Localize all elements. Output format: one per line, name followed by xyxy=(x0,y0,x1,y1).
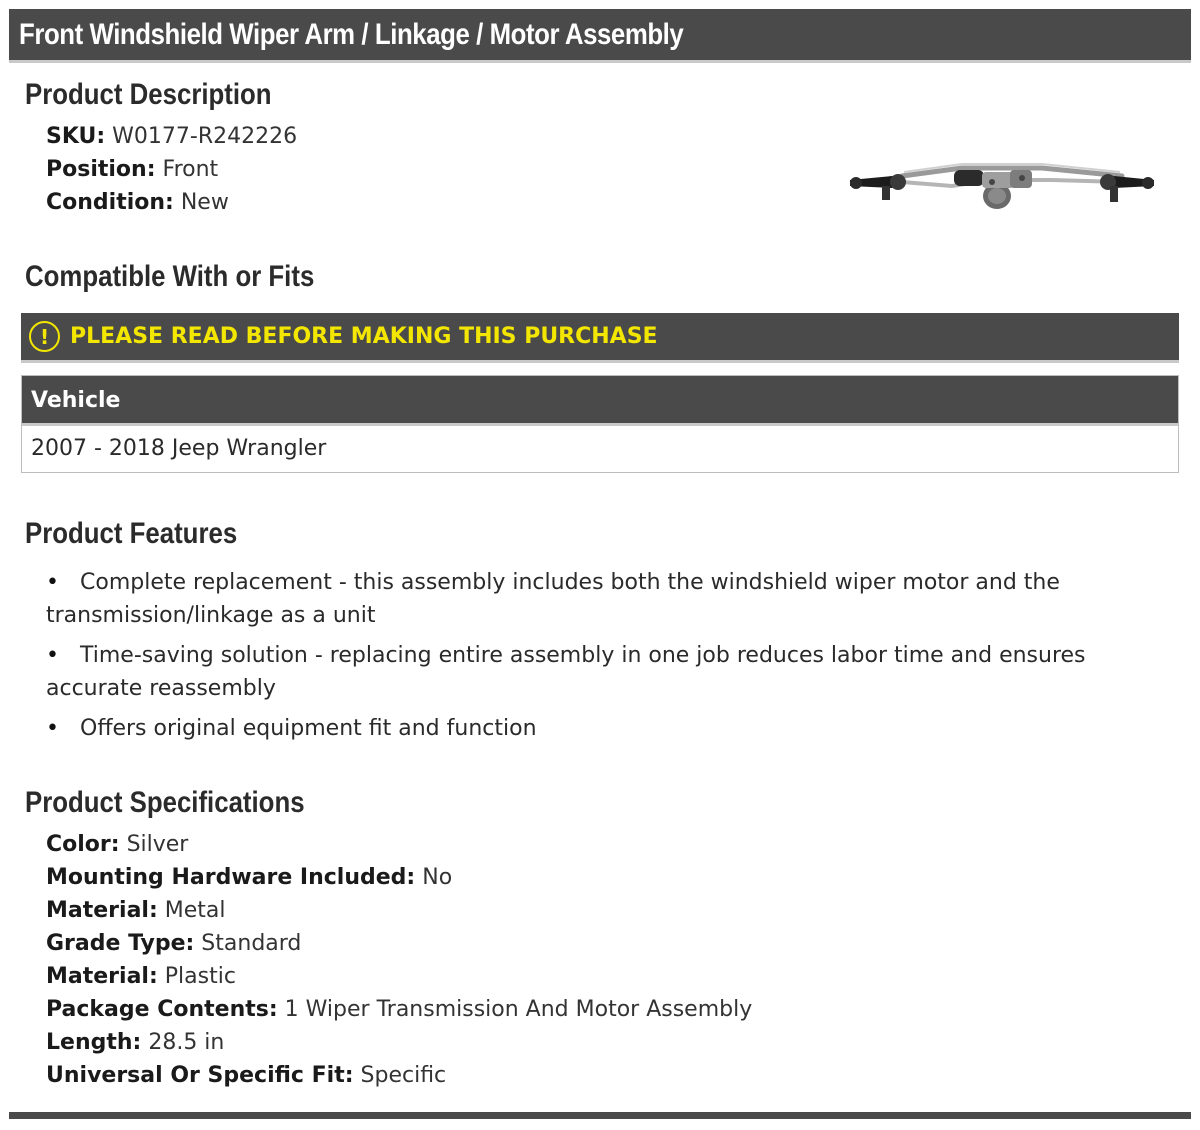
spec-value: Metal xyxy=(164,898,226,923)
spec-label: Grade Type: xyxy=(46,931,195,956)
bullet: • xyxy=(46,643,59,668)
purchase-warning-bar[interactable] xyxy=(21,313,1179,363)
wiper-assembly-image xyxy=(842,150,1162,212)
spec-value: Standard xyxy=(201,931,302,956)
spec-value: No xyxy=(422,865,453,890)
spec-package-contents xyxy=(46,993,752,1026)
spec-length xyxy=(46,1026,224,1059)
spec-value: Silver xyxy=(126,832,189,857)
product-description-heading: Product Description xyxy=(25,78,272,111)
warning-icon: ! xyxy=(29,321,60,352)
spec-label: Color: xyxy=(46,832,120,857)
position-label: Position: xyxy=(46,157,156,182)
bullet: • xyxy=(46,570,59,595)
sku-line xyxy=(46,120,297,153)
spec-label: Universal Or Specific Fit: xyxy=(46,1063,354,1088)
spec-grade-type xyxy=(46,927,301,960)
feature-text: Time-saving solution - replacing entire assembly in one job reduces labor time and ensures accurate reassembly xyxy=(46,643,1086,701)
bullet: • xyxy=(46,716,59,741)
feature-item xyxy=(46,639,1166,705)
purchase-warning-text: PLEASE READ BEFORE MAKING THIS PURCHASE xyxy=(70,324,658,349)
feature-item xyxy=(46,566,1166,632)
page-title: Front Windshield Wiper Arm / Linkage / Motor Assembly xyxy=(19,17,684,51)
sku-value: W0177-R242226 xyxy=(112,124,298,149)
spec-label: Material: xyxy=(46,898,158,923)
sku-label: SKU: xyxy=(46,124,106,149)
position-line xyxy=(46,153,218,186)
spec-label: Mounting Hardware Included: xyxy=(46,865,416,890)
feature-item xyxy=(46,712,1166,745)
condition-value: New xyxy=(180,190,229,215)
spec-value: Plastic xyxy=(164,964,236,989)
features-list xyxy=(46,566,1166,752)
position-value: Front xyxy=(162,157,219,182)
spec-label: Length: xyxy=(46,1030,142,1055)
title-bar xyxy=(9,9,1191,63)
vehicle-table xyxy=(21,375,1179,473)
vehicle-column-header: Vehicle xyxy=(22,376,1178,426)
vehicle-row: 2007 - 2018 Jeep Wrangler xyxy=(22,426,1178,472)
spec-value: Specific xyxy=(360,1063,447,1088)
feature-text: Offers original equipment fit and function xyxy=(80,716,537,741)
product-specifications-heading: Product Specifications xyxy=(25,786,305,819)
bottom-divider xyxy=(9,1112,1191,1119)
wiper-linkage-drawing xyxy=(850,164,1154,209)
product-features-heading: Product Features xyxy=(25,517,238,550)
spec-fit xyxy=(46,1059,446,1092)
spec-value: 28.5 in xyxy=(148,1030,225,1055)
spec-label: Material: xyxy=(46,964,158,989)
feature-text: Complete replacement - this assembly includes both the windshield wiper motor and the transmission/linkage as a unit xyxy=(46,570,1060,628)
spec-value: 1 Wiper Transmission And Motor Assembly xyxy=(284,997,753,1022)
compatibility-heading: Compatible With or Fits xyxy=(25,260,315,293)
spec-color xyxy=(46,828,188,861)
spec-mounting-hardware xyxy=(46,861,452,894)
condition-label: Condition: xyxy=(46,190,174,215)
spec-material-plastic xyxy=(46,960,236,993)
spec-material-metal xyxy=(46,894,226,927)
condition-line xyxy=(46,186,229,219)
spec-label: Package Contents: xyxy=(46,997,278,1022)
